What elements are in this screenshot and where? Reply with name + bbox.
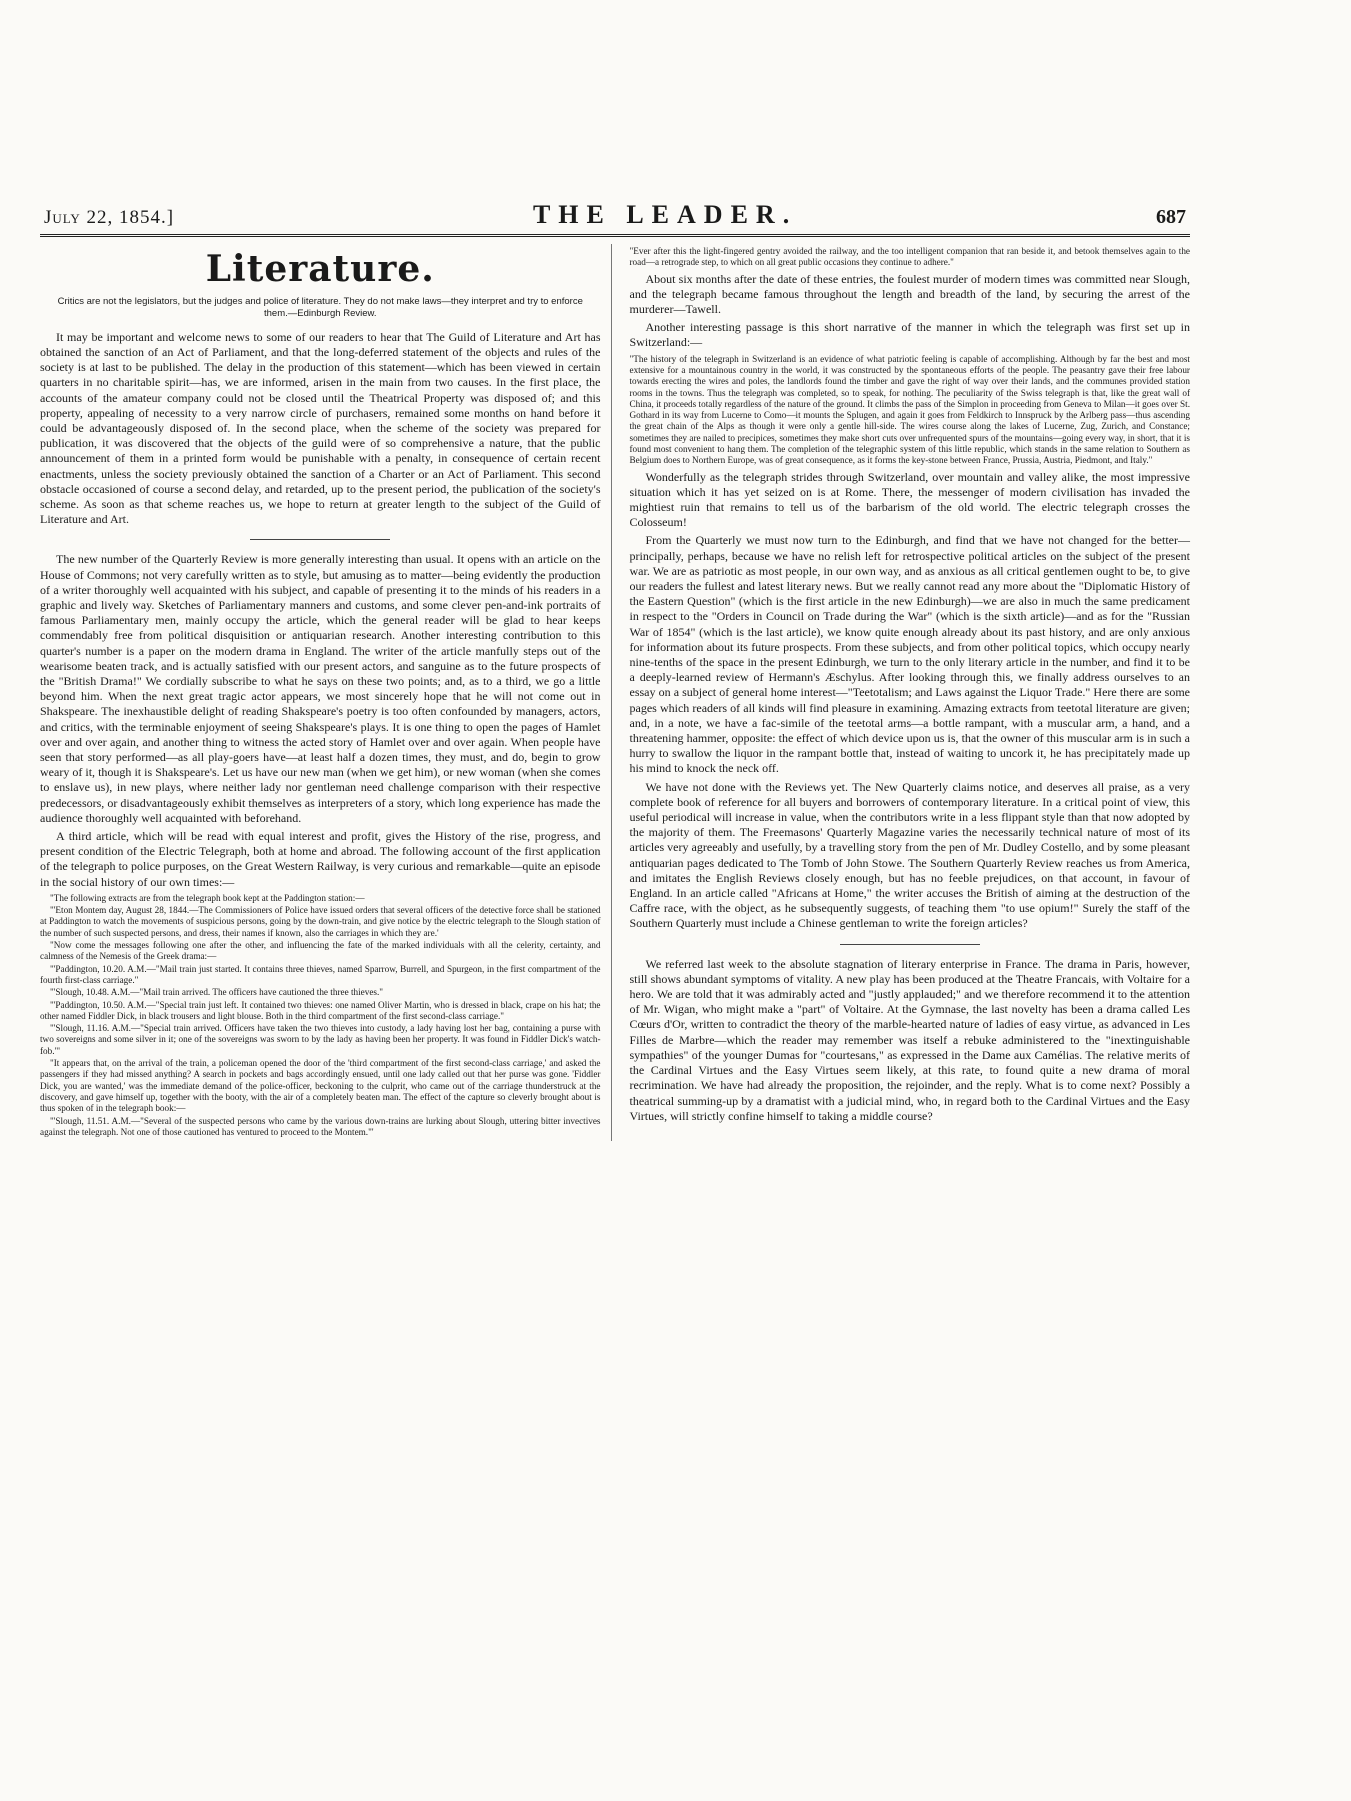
- columns: [40, 244, 1190, 1141]
- page-number: 687: [1156, 206, 1186, 228]
- masthead-title: THE LEADER.: [532, 200, 798, 229]
- divider: [250, 539, 390, 540]
- rome-paragraph: Wonderfully as the telegraph strides through Switzerland, over mountain and valley alike, the most impressive situation which it has yet seized on is at Rome. There, the messenger of modern civilisation has invaded the mightiest ruin that remains to tell us of the barbarism of the old world. The electric telegraph crosses the Colosseum!: [629, 469, 1190, 530]
- extract-line: "It appears that, on the arrival of the train, a policeman opened the door of the 'third compartment of the first second-class carriage,' and asked the passengers if they had missed anything? A search in pockets and bags accordingly ensued, until one lady called out that her purse was gone. 'Fiddler Dick, you are wanted,' was the immediate demand of the police-officer, beckoning to the culprit, who came out of the carriage thunderstruck at the discovery, and gave himself up, together with the booty, with the air of a completely beaten man. The effect of the capture so cleverly brought about is thus spoken of in the telegraph book:—: [40, 1058, 601, 1114]
- france-paragraph: We referred last week to the absolute stagnation of literary enterprise in France. The drama in Paris, however, still shows abundant symptoms of vitality. A new play has been produced at the Theatre Francais, with Voltaire for a hero. We are told that it was admirably acted and "justly applauded;" and we therefore recommend it to the attention of Mr. Wigan, who might make a "part" of Voltaire. At the Gymnase, the last novelty has been a drama called Les Cœurs d'Or, written to contradict the theory of the marble-hearted nature of ladies of easy virtue, as advanced in Les Filles de Marbre—which the reader may remember was itself a rebuke administered to the "inextinguishable sympathies" of the younger Dumas for "courtesans," as expressed in the Dame aux Camélias. The relative merits of the Cardinal Virtues and the Easy Virtues seem likely, at this rate, to found quite a new drama of moral recrimination. We have had already the proposition, the rejoinder, and the reply. What is to come next? Possibly a theatrical summing-up by a dramatist with a judicial mind, who, in regard both to the Cardinal Virtues and the Easy Virtues, will strictly confine himself to taking a middle course?: [629, 956, 1190, 1123]
- left-column: [40, 244, 612, 1141]
- quote-top: "Ever after this the light-fingered gentry avoided the railway, and the too intelligent companion that ran beside it, and betook themselves again to the road—a retrograde step, to which on all great public occasions they continue to adhere.": [629, 246, 1190, 268]
- extract-line: "'Slough, 11.16. A.M.—"Special train arrived. Officers have taken the two thieves into custody, a lady having lost her bag, containing a purse with two sovereigns and some silver in it; one of the sovereigns was sworn to by the lady as having been her property. It was found in Fiddler Dick's watch-fob."': [40, 1023, 601, 1056]
- extract-line: "Now come the messages following one after the other, and influencing the fate of the marked individuals with all the celerity, certainty, and calmness of the Nemesis of the Greek drama:—: [40, 940, 601, 962]
- right-column: [630, 244, 1191, 1141]
- switzerland-intro: Another interesting passage is this short narrative of the manner in which the telegraph was first set up in Switzerland:—: [629, 320, 1190, 350]
- issue-date: July 22, 1854.]: [44, 207, 175, 228]
- extract-line: "'Slough, 10.48. A.M.—"Mail train arrived. The officers have cautioned the three thieves.": [50, 987, 384, 998]
- extract-line: "'Slough, 11.51. A.M.—"Several of the suspected persons who came by the various down-trains are lurking about Slough, uttering bitter invectives against the telegraph. Not one of those cautioned has ventured to proceed to the Montem."': [40, 1115, 601, 1137]
- header-rule: [40, 234, 1190, 238]
- guild-paragraph: It may be important and welcome news to some of our readers to hear that The Guild of Literature and Art has obtained the sanction of an Act of Parliament, and that the long-deferred statement of the objects and rules of the society is at last to be published. The delay in the production of this statement—which has been viewed in certain quarters in no charitable spirit—has, we are informed, arisen in the main from two causes. In the first place, the accounts of the amateur company could not be closed until the Theatrical Property was disposed of; and this property, appealing of necessity to a very narrow circle of purchasers, remained some months on hand before it could be advantageously disposed of. In the second place, when the scheme of the society was prepared for publication, it was discovered that the objects of the guild were of so comprehensive a nature, that the public announcement of them in a printed form would be punishable with a penalty, in consequence of certain recent enactments, unless the society previously obtained the sanction of a Charter or an Act of Parliament. This second obstacle occasioned of course a second delay, and retarded, up to the present period, the publication of the society's scheme. As soon as that scheme reaches us, we hope to return at greater length to the subject of the Guild of Literature and Art.: [40, 329, 601, 527]
- divider: [840, 944, 980, 945]
- section-title: Literature.: [205, 248, 435, 290]
- quarterly-review-paragraph: The new number of the Quarterly Review is more generally interesting than usual. It opens with an article on the House of Commons; not very carefully written as to style, but amusing as to matter—being evidently the production of a writer thoroughly well acquainted with his subject, and capable of presenting it to the minds of his readers in a graphic and lively way. Sketches of Parliamentary manners and customs, and some clever pen-and-ink portraits of famous Parliamentary men, mainly occupy the article, which the general reader will be glad to hear keeps commendably free from political disquisition or antiquarian research. Another interesting contribution to this quarter's number is a paper on the modern drama in England. The writer of the article manfully steps out of the wearisome beaten track, and is actually satisfied with our present actors, and sanguine as to the future prospects of the "British Drama!" We cordially subscribe to what he says on these two points; and, as to a third, we go a little beyond him. When the next great tragic actor appears, we most sincerely hope that he will not come out in Shakspeare. The inexhaustible delight of reading Shakspeare's poetry is too often confounded by managers, actors, and critics, with the terminable enjoyment of seeing Shakspeare's plays. It is one thing to open the pages of Hamlet over and over again, and another thing to witness the acted story of Hamlet over and over again. When people have seen that story performed—as all play-goers have—at least half a dozen times, they must, and do, begin to grow weary of it, though it is Shakspeare's. Let us have our new man (when we get him), or new woman (when she comes to enslave us), in new plays, where neither lady nor gentleman need challenge comparison with their respective predecessors, or disadvantageously exhibit themselves as interpreters of a story, which long experience has made the audience thoroughly well acquainted with beforehand.: [40, 552, 601, 825]
- extract-line: "The following extracts are from the telegraph book kept at the Paddington station:—: [50, 892, 365, 903]
- edinburgh-paragraph: From the Quarterly we must now turn to the Edinburgh, and find that we have not changed for the better—principally, perhaps, because we have no relish left for retrospective political articles on the subject of the present war. We are as patriotic as most people, in our own way, and as anxious as all critical gentlemen ought to be, to give our readers the fullest and latest literary news. But we really cannot read any more about the "Diplomatic History of the Eastern Question" (which is the first article in the new Edinburgh)—we are also in much the same predicament in respect to the "Orders in Council on Trade during the War" (which is the sixth article)—and as for the "Russian War of 1854" (which is the last article), we know quite enough already about its past history, and are only anxious for information about its future prospects. From these subjects, and from other political topics, which occupy nearly nine-tenths of the space in the present Edinburgh, we turn to the only literary article in the number, and find it to be a deeply-learned review of Hermann's Æschylus. After looking through this, we finally address ourselves to an essay on a subject of general home interest—"Teetotalism; and Laws against the Liquor Trade." Here there are some pages which readers of all kinds will find pleasure in examining. Amazing extracts from teetotal literature are given; and, in a note, we have a fac-simile of the teetotal arms—a bottle rampant, with a muscular arm, a hand, and a threatening hammer, opposite: the effect of which device upon us is, that the owner of this muscular arm is in such a hurry to swallow the liquor in the rampant bottle that, instead of waiting to uncork it, he has precipitately made up his mind to knock the neck off.: [629, 533, 1190, 776]
- extract-line: "'Paddington, 10.50. A.M.—"Special train just left. It contained two thieves: one named Oliver Martin, who is dressed in black, crape on his hat; the other named Fiddler Dick, in black trousers and light blouse. Both in the third compartment of the first second-class carriage.": [40, 999, 601, 1021]
- new-quarterly-paragraph: We have not done with the Reviews yet. The New Quarterly claims notice, and deserves all praise, as a very complete book of reference for all buyers and borrowers of contemporary literature. In a critical point of view, this useful periodical will increase in value, when the contributors write in a less flippant style than that now adopted by the majority of them. The Freemasons' Quarterly Magazine varies the necessarily technical nature of most of its articles very agreeably and usefully, by a travelling story from the pen of Mr. Dudley Costello, and by some pleasant antiquarian pages dedicated to The Tomb of John Stowe. The Southern Quarterly Review reaches us from America, and imitates the English Reviews closely enough, but has no feeble prejudices, on that account, in favour of England. In an article called "Africans at Home," the writer accuses the British of aiming at the destruction of the Caffre race, with the object, as he subsequently suggests, of teaching them "to use opium!" Surely the staff of the Southern Quarterly must include a Chinese gentleman to write the foreign articles?: [629, 779, 1190, 931]
- epigraph: Critics are not the legislators, but the judges and police of literature. They do not make laws—they interpret and try to enforce them.—Edinburgh Review.: [57, 296, 583, 319]
- page-header: [40, 200, 1190, 234]
- tawell-paragraph: About six months after the date of these entries, the foulest murder of modern times was committed near Slough, and the telegraph became famous throughout the length and breadth of the land, by securing the arrest of the murderer—Tawell.: [629, 271, 1190, 316]
- extract-line: "'Eton Montem day, August 28, 1844.—The Commissioners of Police have issued orders that several officers of the detective force shall be stationed at Paddington to watch the movements of suspicious persons, going by the down-train, and give notice by the electric telegraph to the Slough station of the number of such suspected persons, and dress, their names if known, also the carriages in which they are.': [40, 905, 601, 938]
- telegraph-paragraph: A third article, which will be read with equal interest and profit, gives the History of the rise, progress, and present condition of the Electric Telegraph, both at home and abroad. The following account of the first application of the telegraph to police purposes, on the Great Western Railway, is very curious and remarkable—quite an episode in the social history of our own times:—: [40, 829, 601, 889]
- extract-line: "'Paddington, 10.20. A.M.—"Mail train just started. It contains three thieves, named Sparrow, Burrell, and Spurgeon, in the first compartment of the fourth first-class carriage.": [40, 963, 601, 985]
- newspaper-page: [40, 200, 1190, 1141]
- switzerland-quote: "The history of the telegraph in Switzerland is an evidence of what patriotic feeling is capable of accomplishing. Although by far the best and most extensive for a mountainous country in the world, it was constructed by the spontaneous efforts of the people. The peasantry gave their free labour towards erecting the wires and poles, the landlords found the timber and gave the right of way over their lands, and the communes provided station rooms in the towns. Thus the telegraph was completed, so to speak, for nothing. The peculiarity of the Swiss telegraph is that, like the great wall of China, it proceeds totally regardless of the nature of the ground. It climbs the pass of the Simplon in proceeding from Geneva to Milan—it goes over St. Gothard in its way from Lucerne to Como—it mounts the Splugen, and again it goes from Feldkirch to Innspruck by the Arlberg pass—thus ascending the great chain of the Alps as though it were only a gentle hill-side. The wires course along the lakes of Lucerne, Zug, Zurich, and Constance; sometimes they are nailed to precipices, sometimes they make short cuts over unfrequented spurs of the mountains—going every way, in short, that it is found most convenient to hang them. The completion of the telegraphic system of this little republic, which stands in the same relation to Southern as Belgium does to Northern Europe, was of great consequence, as it forms the key-stone between France, Prussia, Austria, Piedmont, and Italy.": [629, 353, 1190, 466]
- telegraph-extract: [40, 893, 601, 1138]
